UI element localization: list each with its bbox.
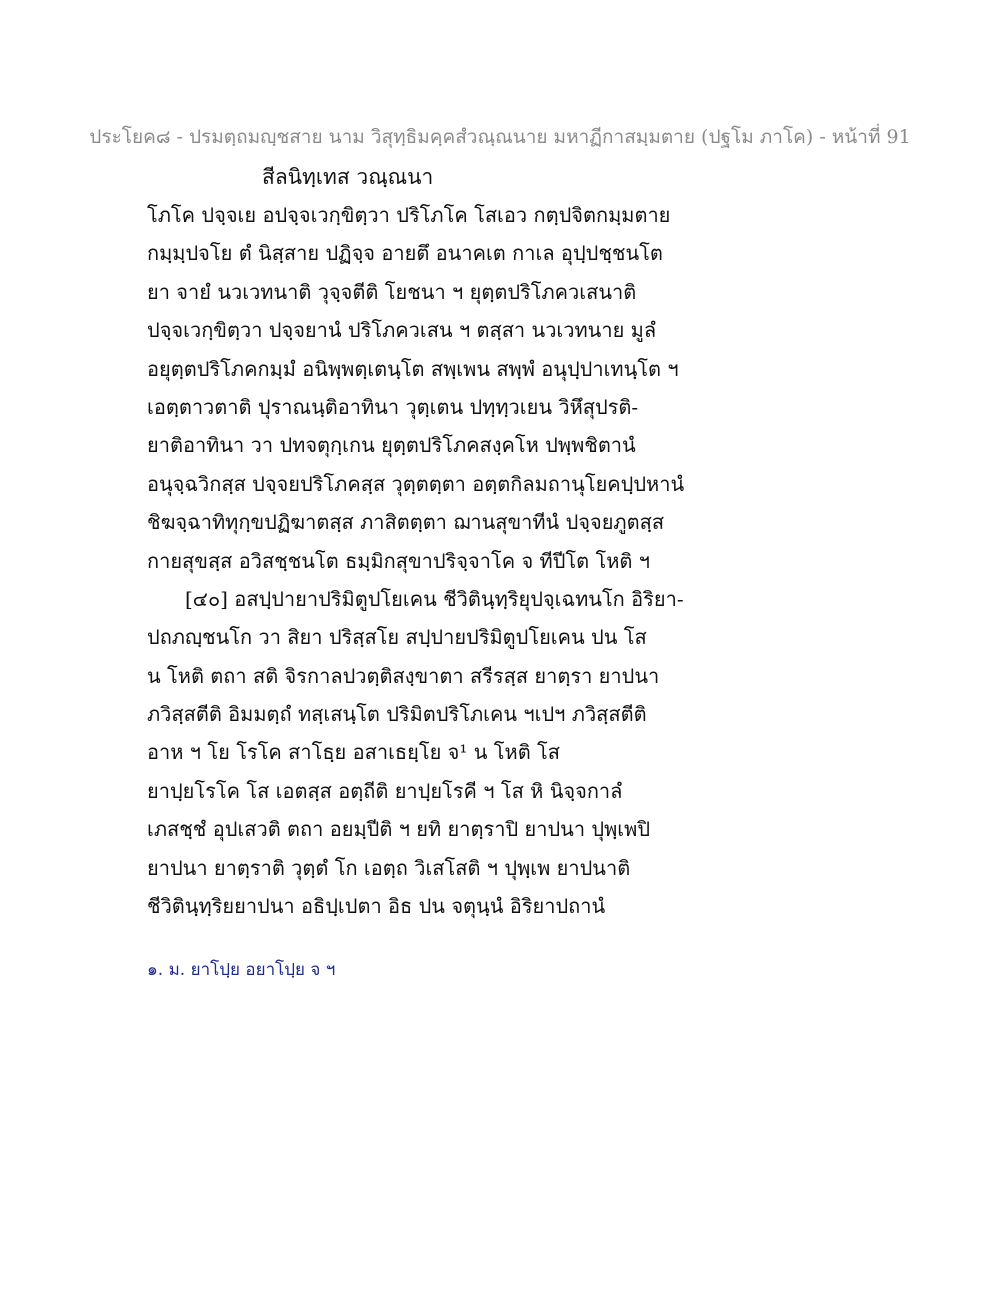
text-line: อยุตฺตปริโภคกมฺมํ อนิพฺพตฺเตนฺโต สพฺเพน สพฺพํ อนุปฺปาเทนฺโต ฯ: [147, 356, 679, 381]
body-text: [147, 200, 847, 929]
page-header: ประโยค๘ - ปรมตฺถมญฺชสาย นาม วิสุทฺธิมคฺคสํวณฺณนาย มหาฏีกาสมฺมตาย (ปฐโม ภาโค) - หน้าที่ 91: [89, 126, 911, 148]
text-line: ปจฺจเวกฺขิตฺวา ปจฺจยานํ ปริโภควเสน ฯ ตสฺสา นวเวทนาย มูลํ: [147, 318, 657, 343]
section-title: สีลนิทฺเทส วณฺณนา: [262, 165, 434, 189]
paragraph-start-line: [๔๐] อสปฺปายาปริมิตูปโยเคน ชีวิตินฺทฺริยุปจฺเฉทนโก อิริยา-: [185, 586, 684, 611]
text-line: ยาปนา ยาตฺราติ วุตฺตํ โก เอตฺถ วิเสโสติ ฯ ปุพฺเพ ยาปนาติ: [147, 855, 631, 880]
footnote: ๑. ม. ยาโปฺย อยาโปฺย จ ฯ: [147, 960, 336, 980]
text-line: อาห ฯ โย โรโค สาโธฺย อสาเธยฺโย จ¹ น โหติ โส: [147, 740, 560, 765]
text-line: ชิฆจฺฉาทิทุกฺขปฏิฆาตสฺส ภาสิตตฺตา ฌานสุขาทีนํ ปจฺจยภูตสฺส: [147, 510, 665, 535]
text-line: โภโค ปจฺจเย อปจฺจเวกฺขิตฺวา ปริโภโค โสเอว กตฺปจิตกมฺมตาย: [147, 203, 671, 227]
text-line: กายสุขสฺส อวิสชฺชนโต ธมฺมิกสุขาปริจฺจาโค จ ทีปีโต โหติ ฯ: [147, 548, 650, 573]
text-line: เอตฺตาวตาติ ปุราณนฺติอาทินา วุตฺเตน ปทฺทฺวเยน วิหึสุปรติ-: [147, 394, 639, 419]
text-line: ยาติอาทินา วา ปทจตุกฺเกน ยุตฺตปริโภคสงฺคโห ปพฺพชิตานํ: [147, 433, 636, 458]
text-line: ปถภญฺชนโก วา สิยา ปริสฺสโย สปฺปายปริมิตูปโยเคน ปน โส: [147, 625, 647, 650]
text-line: กมฺมฺปจโย ตํ นิสฺสาย ปฏิจฺจ อายตึ อนาคเต กาเล อุปฺปชฺชนโต: [147, 241, 663, 266]
text-line: น โหติ ตถา สติ จิรกาลปวตฺติสงฺขาตา สรีรสฺส ยาตฺรา ยาปนา: [147, 663, 660, 688]
text-line: เภสชฺชํ อุปเสวติ ตถา อยมฺปีติ ฯ ยทิ ยาตฺราปิ ยาปนา ปุพฺเพปิ: [147, 817, 651, 842]
text-line: อนุจฺฉวิกสฺส ปจฺจยปริโภคสฺส วุตฺตตฺตา อตฺตกิลมถานุโยคปฺปหานํ: [147, 471, 685, 496]
text-line: ยาปฺยโรโค โส เอตสฺส อตฺถีติ ยาปฺยโรคี ฯ โส หิ นิจฺจกาลํ: [147, 778, 623, 803]
text-line: ยา จายํ นวเวทนาติ วุจฺจตีติ โยชนา ฯ ยุตฺตปริโภควเสนาติ: [147, 279, 637, 304]
text-line: ชีวิตินฺทฺริยยาปนา อธิปฺเปตา อิธ ปน จตุนฺนํ อิริยาปถานํ: [147, 894, 606, 919]
text-line: ภวิสฺสตีติ อิมมตฺถํ ทสฺเสนฺโต ปริมิตปริโภเคน ฯเปฯ ภวิสฺสตีติ: [147, 702, 647, 727]
